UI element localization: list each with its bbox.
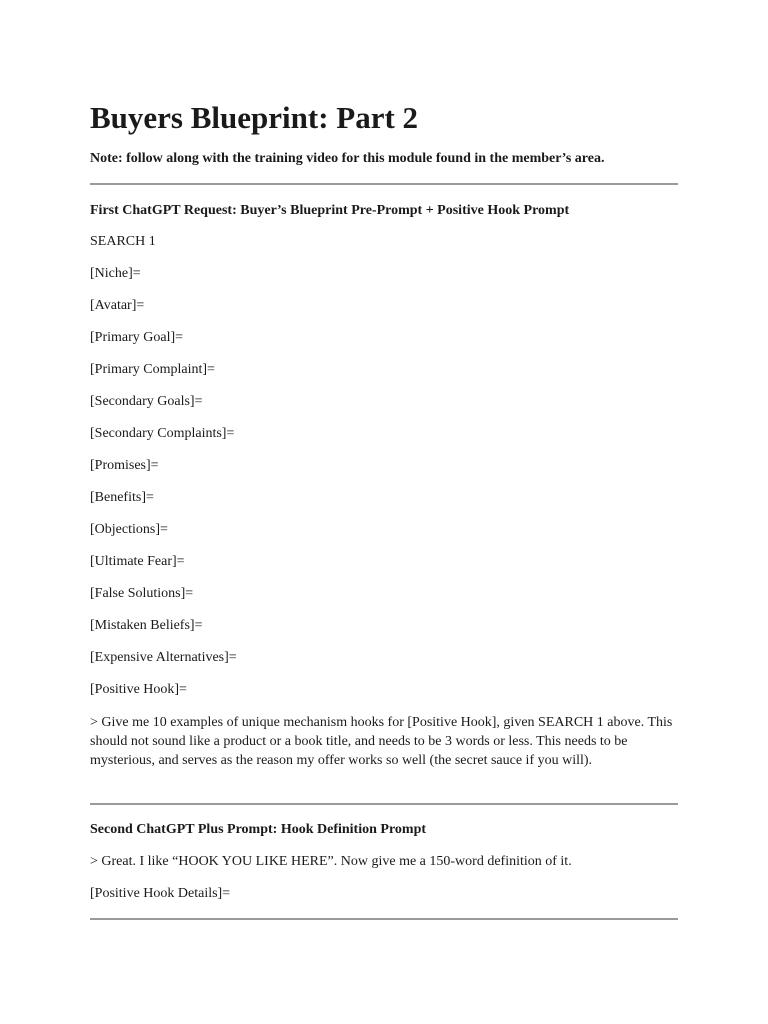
page-title: Buyers Blueprint: Part 2 (90, 100, 419, 135)
divider (90, 183, 678, 185)
field-mistaken-beliefs: [Mistaken Beliefs]= (90, 618, 203, 633)
section2-heading: Second ChatGPT Plus Prompt: Hook Definition Prompt (90, 822, 427, 837)
field-positive-hook-details: [Positive Hook Details]= (90, 886, 231, 901)
section2-prompt: > Great. I like “HOOK YOU LIKE HERE”. Now give me a 150-word definition of it. (90, 854, 572, 869)
section1-heading: First ChatGPT Request: Buyer’s Blueprint Pre-Prompt + Positive Hook Prompt (90, 203, 570, 218)
field-niche: [Niche]= (90, 266, 141, 281)
field-primary-goal: [Primary Goal]= (90, 330, 184, 345)
divider (90, 803, 678, 805)
field-positive-hook: [Positive Hook]= (90, 682, 187, 697)
field-ultimate-fear: [Ultimate Fear]= (90, 554, 185, 569)
field-promises: [Promises]= (90, 458, 159, 473)
field-primary-complaint: [Primary Complaint]= (90, 362, 215, 377)
field-benefits: [Benefits]= (90, 490, 154, 505)
section1-prompt: > Give me 10 examples of unique mechanism hooks for [Positive Hook], given SEARCH 1 above. This should not sound like a product or a book title, and needs to be 3 words or less. This needs to be mysterious, and serves as the reason my offer works so well (the secret sauce if you will). (90, 715, 673, 768)
field-avatar: [Avatar]= (90, 298, 145, 313)
field-false-solutions: [False Solutions]= (90, 586, 194, 601)
field-secondary-complaints: [Secondary Complaints]= (90, 426, 235, 441)
training-note: Note: follow along with the training video for this module found in the member’s area. (90, 151, 605, 166)
field-search: SEARCH 1 (90, 234, 156, 249)
field-objections: [Objections]= (90, 522, 168, 537)
field-expensive-alternatives: [Expensive Alternatives]= (90, 650, 237, 665)
field-secondary-goals: [Secondary Goals]= (90, 394, 203, 409)
divider (90, 918, 678, 920)
